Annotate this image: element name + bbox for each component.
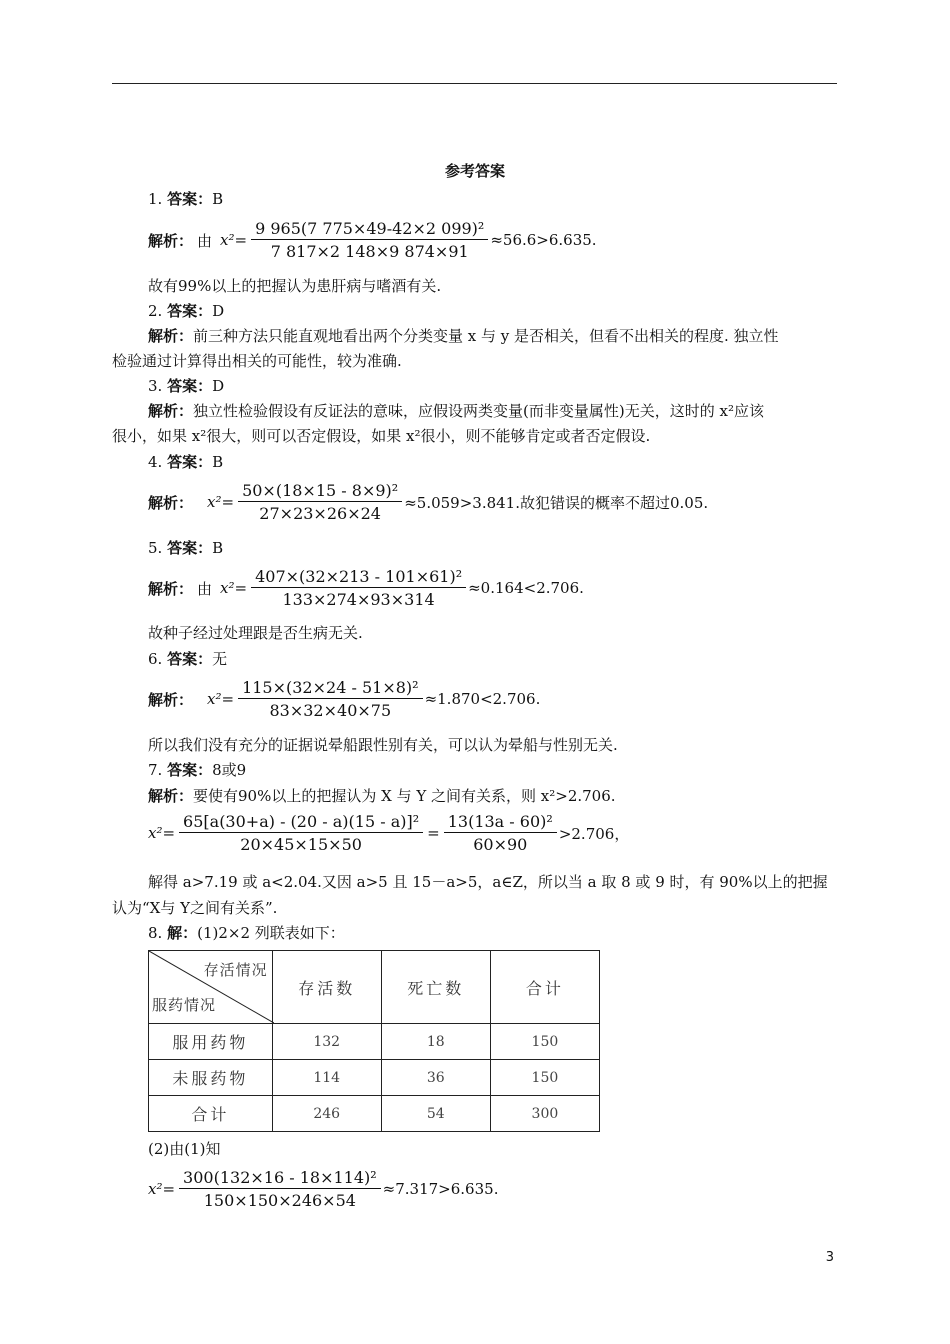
q7-formula: x²= $\frac{\text{65[a(30+a) - (20 - a)(15 - a)]²}}{20\times 45\times 15\times 50}$ = $\frac{\text{13(13a - 60)²}}{60\times 90}$ >2.706，	[148, 812, 630, 854]
q6-answer-line: 6. 答案：无	[148, 650, 228, 668]
q5-answer-line: 5. 答案：B	[148, 539, 224, 557]
table-cell: 246	[272, 1096, 381, 1132]
table-cell: 36	[381, 1060, 490, 1096]
q7-answer-line: 7. 答案：8或9	[148, 761, 247, 779]
q4-answer-line: 4. 答案：B	[148, 453, 224, 471]
page-title: 参考答案	[444, 162, 505, 180]
table-cell: 114	[272, 1060, 381, 1096]
q8-formula: x²= $\frac{\text{300(132×16 - 18×114)²}}{150\times 150\times 246\times 54}$ ≈7.317>6.635.	[148, 1168, 499, 1210]
header-rule	[112, 83, 837, 84]
page-number: 3	[825, 1250, 834, 1265]
q1-answer-line: 1. 答案：B	[148, 190, 224, 208]
q8-intro: 8. 解：(1)2×2 列联表如下：	[148, 924, 345, 942]
q2-analysis-cont: 检验通过计算得出相关的可能性，较为准确.	[112, 352, 402, 370]
row-label: 合计	[149, 1096, 273, 1132]
table-row	[149, 1096, 600, 1132]
table-row	[149, 1024, 600, 1060]
q7-solution-cont: 认为“X与 Y之间有关系”.	[112, 899, 278, 917]
table-cell: 300	[490, 1096, 599, 1132]
col-header: 合计	[490, 951, 599, 1024]
row-label: 未服药物	[149, 1060, 273, 1096]
q5-conclusion: 故种子经过处理跟是否生病无关.	[148, 624, 363, 642]
q4-formula: 解析： x²= $\frac{\text{50×(18×15 - 8×9)²}}{27\times 23\times 26\times 24}$ ≈5.059>3.841.故犯错误的概率不超过0.05.	[148, 481, 709, 523]
table-row	[149, 1060, 600, 1096]
q2-analysis: 解析：前三种方法只能直观地看出两个分类变量 x 与 y 是否相关，但看不出相关的程度. 独立性	[148, 327, 779, 345]
q7-solution: 解得 a>7.19 或 a<2.04.又因 a>5 且 15－a>5，a∈Z，所以当 a 取 8 或 9 时，有 90%以上的把握	[148, 873, 828, 891]
q3-analysis: 解析：独立性检验假设有反证法的意味，应假设两类变量(而非变量属性)无关，这时的 x²应该	[148, 402, 764, 420]
corner-bottom-label: 服药情况	[152, 996, 217, 1014]
q2-answer-line: 2. 答案：D	[148, 302, 225, 320]
table-cell: 54	[381, 1096, 490, 1132]
q5-formula: 解析： 由 x²= $\frac{\text{407×(32×213 - 101×61)²}}{133\times 274\times 93\times 314}$ ≈0.164<2.706.	[148, 567, 584, 609]
table-cell: 150	[490, 1024, 599, 1060]
table-header-row	[149, 951, 600, 1024]
q6-conclusion: 所以我们没有充分的证据说晕船跟性别有关，可以认为晕船与性别无关.	[148, 736, 618, 754]
q7-analysis: 解析：要使有90%以上的把握认为 X 与 Y 之间有关系，则 x²>2.706.	[148, 787, 616, 805]
row-label: 服用药物	[149, 1024, 273, 1060]
corner-top-label: 存活情况	[203, 961, 268, 979]
q3-answer-line: 3. 答案：D	[148, 377, 225, 395]
q8-part2: (2)由(1)知	[148, 1140, 221, 1158]
table-cell: 18	[381, 1024, 490, 1060]
contingency-table	[148, 950, 600, 1132]
col-header: 死亡数	[381, 951, 490, 1024]
table-cell: 150	[490, 1060, 599, 1096]
q1-conclusion: 故有99%以上的把握认为患肝病与嗜酒有关.	[148, 277, 442, 295]
table-corner-cell	[149, 951, 273, 1024]
q3-analysis-cont: 很小，如果 x²很大，则可以否定假设，如果 x²很小，则不能够肯定或者否定假设.	[112, 427, 651, 445]
table-cell: 132	[272, 1024, 381, 1060]
q6-formula: 解析： x²= $\frac{\text{115×(32×24 - 51×8)²}}{83\times 32\times 40\times 75}$ ≈1.870<2.706.	[148, 678, 541, 720]
col-header: 存活数	[272, 951, 381, 1024]
q1-formula: 解析： 由 x²= $\frac{\text{9 965(7 775×49-42×2 099)²}}{7 817\times 2 148\times 9 874\times 91}$ ≈56.6>6.635.	[148, 219, 597, 261]
